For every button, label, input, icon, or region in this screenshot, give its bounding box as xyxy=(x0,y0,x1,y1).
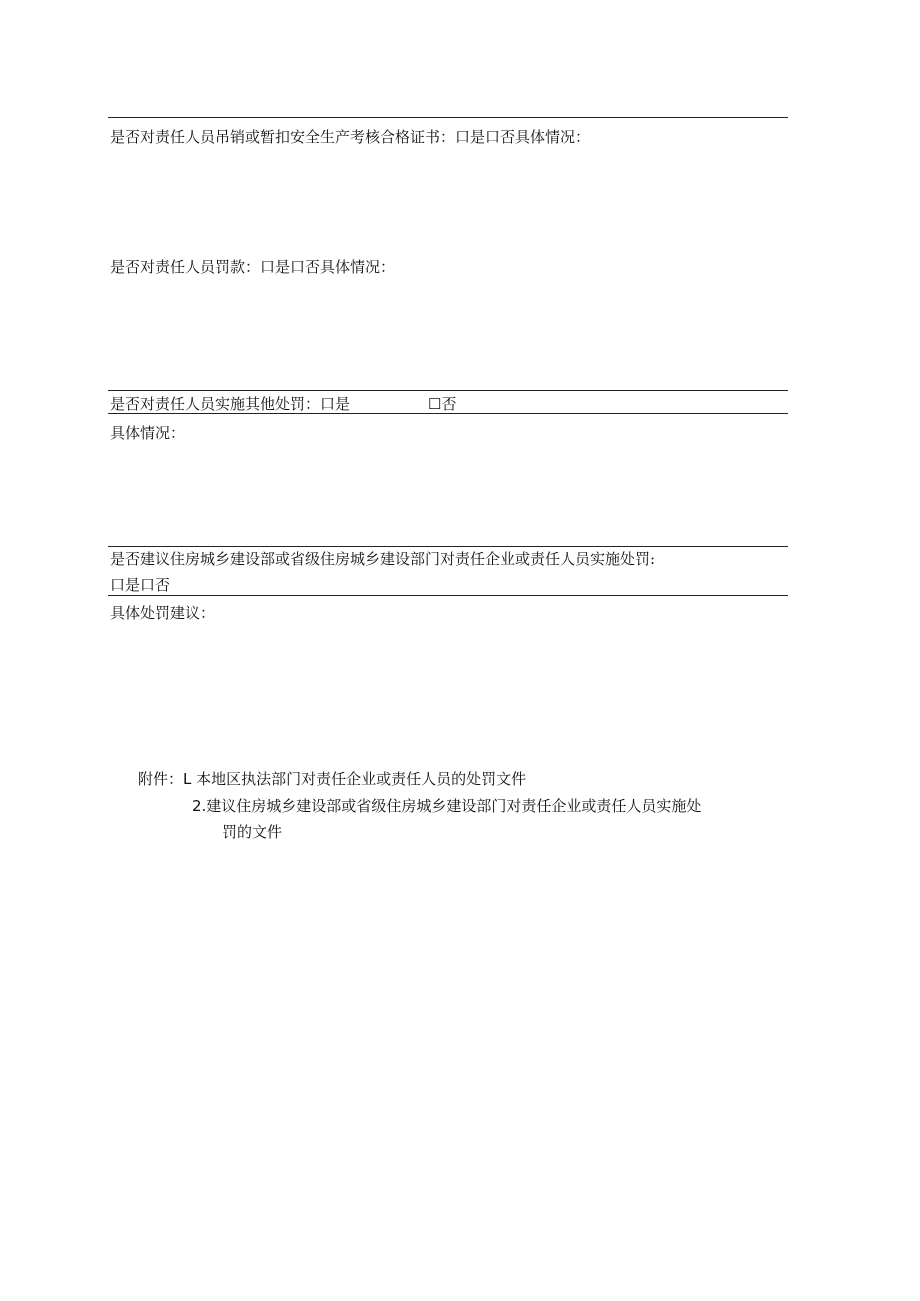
other-punishment-row xyxy=(110,395,456,413)
other-punishment-details-label: 具体情况： xyxy=(110,424,186,442)
attachment-item-2-line-2: 罚的文件 xyxy=(222,823,283,841)
suggest-question: 是否建议住房城乡建设部或省级住房城乡建设部门对责任企业或责任人员实施处罚: xyxy=(110,550,656,568)
suggest-bottom-rule xyxy=(108,595,788,596)
suggest-options[interactable]: 口是口否 xyxy=(110,576,171,594)
suggest-details-label: 具体处罚建议： xyxy=(110,604,216,622)
fine-question: 是否对责任人员罚款：口是口否具体情况： xyxy=(110,258,396,276)
attachment-prefix: 附件： xyxy=(138,770,184,788)
attachment-item-1 xyxy=(138,770,526,788)
other-punishment-option-no[interactable]: ☐否 xyxy=(428,395,457,413)
other-punishment-top-rule xyxy=(108,390,788,391)
top-rule xyxy=(108,117,788,118)
other-punishment-question: 是否对责任人员实施其他处罚：口是 xyxy=(110,395,351,413)
attachment-item-2-line-1: 2.建议住房城乡建设部或省级住房城乡建设部门对责任企业或责任人员实施处 xyxy=(192,797,702,815)
other-punishment-bottom-rule xyxy=(108,413,788,414)
cert-revocation-question: 是否对责任人员吊销或暂扣安全生产考核合格证书：口是口否具体情况： xyxy=(110,128,591,146)
attachment-item-1-text: L 本地区执法部门对责任企业或责任人员的处罚文件 xyxy=(183,770,527,788)
suggest-top-rule xyxy=(108,546,788,547)
